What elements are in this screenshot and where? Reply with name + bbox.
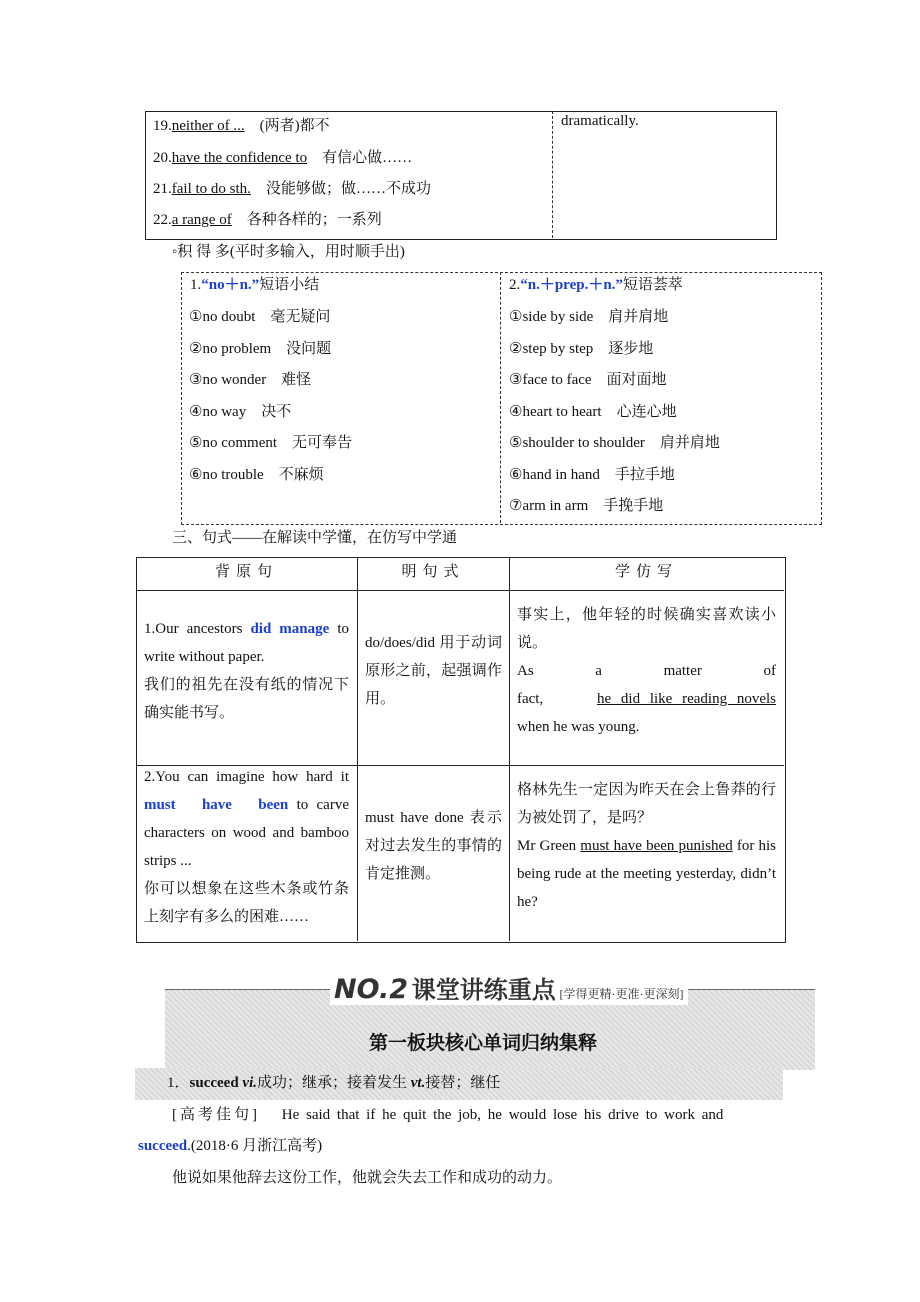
phrase-list-item: ⑤no comment 无可奉告 (189, 435, 353, 451)
phrase-list-item: ③no wonder 难怪 (189, 372, 312, 388)
header-imitate: 学仿写 (614, 564, 678, 580)
phrase-list-item: ③face to face 面对面地 (509, 372, 667, 388)
divider (509, 557, 510, 941)
imitation-1: 事实上，他年轻的时候确实喜欢读小说。 As a matter of fact, he did like reading novels when he was young. (517, 607, 776, 735)
divider (552, 111, 553, 238)
banner-number: NO.2 (334, 974, 408, 1005)
phrase-list-item: ⑤shoulder to shoulder 肩并肩地 (509, 435, 720, 451)
phrase-list-item: ①no doubt 毫无疑问 (189, 309, 331, 325)
example-sentence: [高考佳句] He said that if he quit the job, he would lose his drive to work and (172, 1107, 724, 1123)
right-box-title: 2.“n.＋prep.＋n.”短语荟萃 (509, 277, 683, 293)
block-title: 第一板块核心单词归纳集释 (368, 1032, 597, 1054)
phrase-item: 19.neither of ... (两者)都不 (153, 118, 330, 134)
divider (500, 272, 501, 523)
phrase-list-item: ④no way 决不 (189, 403, 292, 420)
divider (136, 590, 784, 591)
example-source: succeed.(2018·6 月浙江高考) (138, 1138, 323, 1154)
phrase-item: 22.a range of 各种各样的；一系列 (153, 212, 382, 228)
phrase-item: 21.fail to do sth. 没能够做；做……不成功 (153, 181, 431, 197)
section-heading: 三、句式——在解读中学懂，在仿写中学通 (172, 530, 458, 546)
left-box-title: 1.“no＋n.”短语小结 (190, 277, 320, 293)
pattern-2: must have done 表示对过去发生的事情的肯定推测。 (365, 810, 502, 882)
divider (357, 557, 358, 941)
banner-tag: [学得更精·更准·更深刻] (559, 987, 684, 1001)
accumulate-note: ◦积 得 多(平时多输入，用时顺手出) (172, 244, 405, 260)
banner-title: 课堂讲练重点 (411, 976, 556, 1004)
phrase-list-item: ⑥hand in hand 手拉手地 (509, 466, 675, 483)
header-original: 背原句 (214, 564, 278, 580)
banner (330, 970, 688, 1005)
continued-text: dramatically. (561, 113, 639, 129)
pattern-1: do/does/did 用于动词原形之前，起强调作用。 (365, 635, 502, 707)
word-entry: 1．succeed vi.成功；继承；接着发生 vt.接替；继任 (167, 1075, 501, 1091)
original-sentence-1: 1.Our ancestors did manage to write without paper. 我们的祖先在没有纸的情况下确实能书写。 (144, 621, 349, 721)
original-sentence-2: 2.You can imagine how hard it must have been to carve characters on wood and bamboo strips ... 你可以想象在这些木条或竹条上刻字有多么的困难…… (144, 769, 349, 925)
phrase-list-item: ①side by side 肩并肩地 (509, 309, 669, 325)
phrase-list-item: ②no problem 没问题 (189, 340, 332, 357)
imitation-2: 格林先生一定因为昨天在会上鲁莽的行为被处罚了，是吗？ Mr Green must have been punished for his being rude at the meeting yesterday, didn’t he? (517, 782, 776, 910)
header-pattern: 明句式 (401, 564, 465, 580)
phrase-list-item: ⑦arm in arm 手挽手地 (509, 498, 664, 514)
phrase-list-item: ②step by step 逐步地 (509, 340, 654, 357)
phrase-list-item: ⑥no trouble 不麻烦 (189, 466, 324, 483)
phrase-item: 20.have the confidence to 有信心做…… (153, 150, 413, 166)
phrase-list-item: ④heart to heart 心连心地 (509, 403, 677, 420)
example-translation: 他说如果他辞去这份工作，他就会失去工作和成功的动力。 (172, 1170, 563, 1186)
